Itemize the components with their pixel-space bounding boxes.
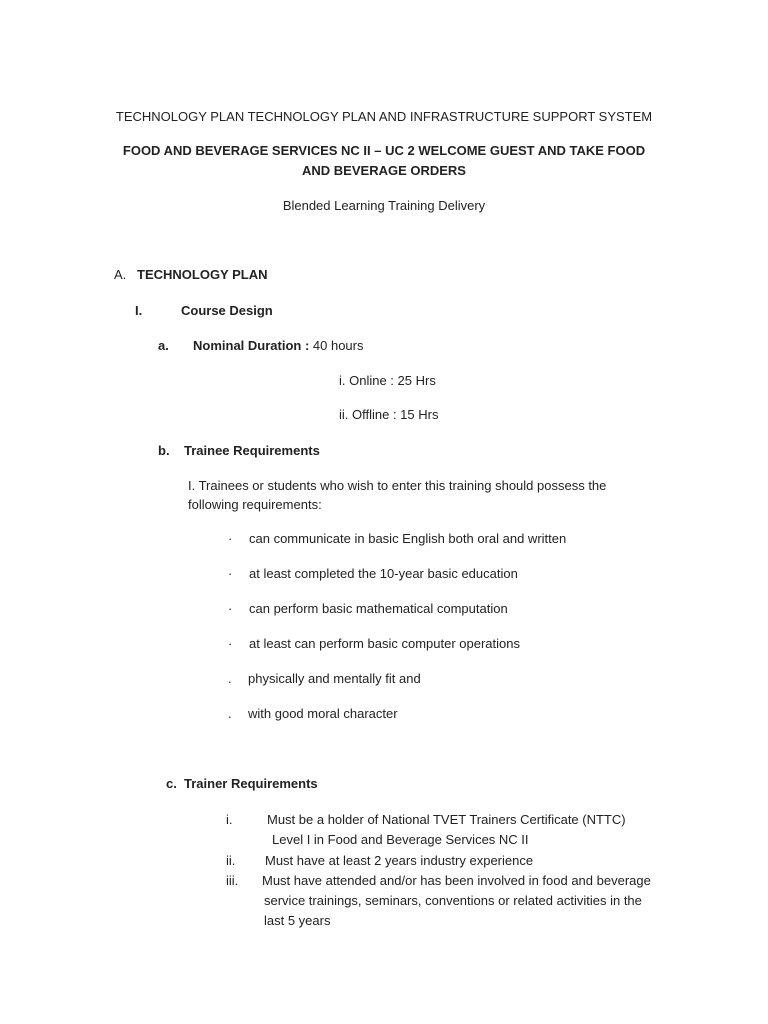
- bullet-mark: ·: [228, 601, 233, 616]
- bullet-text: at least completed the 10-year basic education: [249, 566, 518, 581]
- bullet-mark: ·: [228, 531, 233, 546]
- trainee-intro-line2: following requirements:: [188, 497, 322, 512]
- duration-online: i. Online : 25 Hrs: [339, 373, 436, 388]
- trainee-letter: b.: [158, 443, 170, 458]
- trainer-item-line: last 5 years: [264, 913, 331, 928]
- section-a-letter: A.: [114, 267, 127, 282]
- doc-header-line: TECHNOLOGY PLAN TECHNOLOGY PLAN AND INFRASTRUCTURE SUPPORT SYSTEM: [115, 109, 653, 124]
- duration-offline: ii. Offline : 15 Hrs: [339, 407, 439, 422]
- trainer-item-num: iii.: [226, 873, 239, 888]
- bullet-mark: ·: [228, 566, 233, 581]
- trainer-item-line: service trainings, seminars, conventions or related activities in the: [264, 893, 642, 908]
- bullet-text: can perform basic mathematical computation: [249, 601, 508, 616]
- nominal-duration-label: Nominal Duration :: [193, 338, 310, 353]
- bullet-text: with good moral character: [248, 706, 398, 721]
- doc-subtitle: Blended Learning Training Delivery: [282, 198, 486, 213]
- bullet-mark: .: [228, 671, 232, 686]
- trainer-title: Trainer Requirements: [184, 776, 318, 791]
- bullet-text: can communicate in basic English both oral and written: [249, 531, 567, 546]
- trainer-item-line: Must have attended and/or has been involved in food and beverage: [262, 873, 651, 888]
- nominal-duration-value: 40 hours: [309, 338, 364, 353]
- nominal-duration-line: [193, 338, 363, 353]
- section-a-title: TECHNOLOGY PLAN: [137, 267, 268, 282]
- bullet-mark: ·: [228, 636, 233, 651]
- trainer-item-num: ii.: [226, 853, 236, 868]
- trainer-item-line: Must be a holder of National TVET Trainers Certificate (NTTC): [267, 812, 626, 827]
- course-design-numeral: I.: [135, 303, 143, 318]
- trainee-title: Trainee Requirements: [184, 443, 320, 458]
- trainer-item-line: Must have at least 2 years industry experience: [265, 853, 534, 868]
- course-design-title: Course Design: [181, 303, 273, 318]
- bullet-text: at least can perform basic computer operations: [249, 636, 520, 651]
- doc-title-line2: AND BEVERAGE ORDERS: [302, 163, 466, 178]
- trainer-item-line: Level I in Food and Beverage Services NC II: [272, 832, 529, 847]
- bullet-mark: .: [228, 706, 232, 721]
- trainer-item-num: i.: [226, 812, 233, 827]
- doc-title-line1: FOOD AND BEVERAGE SERVICES NC II – UC 2 WELCOME GUEST AND TAKE FOOD: [122, 143, 646, 158]
- nominal-duration-letter: a.: [158, 338, 169, 353]
- trainee-intro-line1: I. Trainees or students who wish to enter this training should possess the: [188, 478, 607, 493]
- bullet-text: physically and mentally fit and: [248, 671, 421, 686]
- trainer-letter: c.: [166, 776, 177, 791]
